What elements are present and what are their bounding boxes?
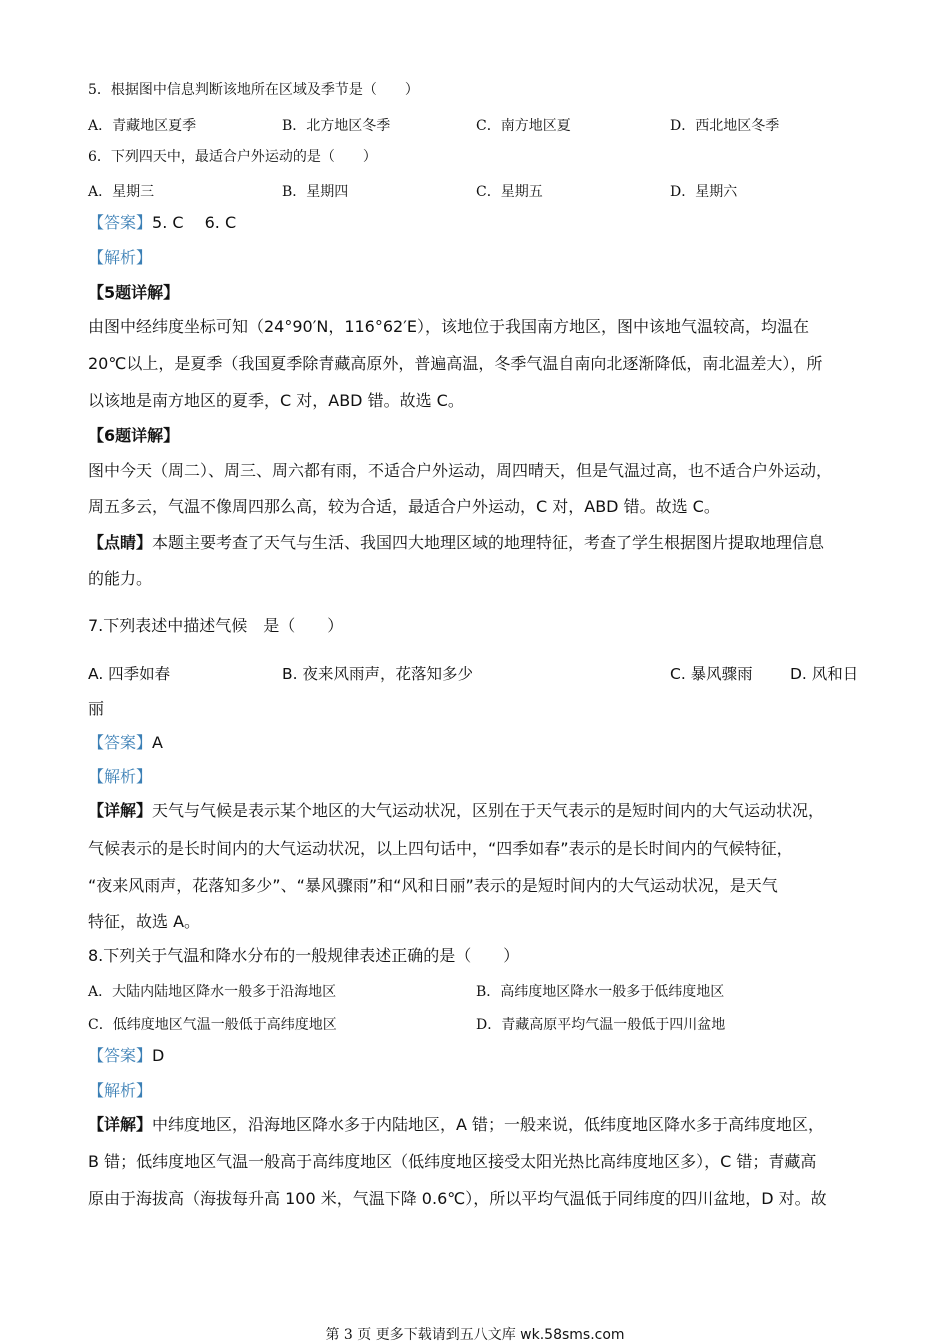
q7-detail-line-1 — [88, 801, 824, 821]
ans56-answer-tag: 【答案】 — [88, 213, 153, 232]
q6-option-b: B．星期四 — [282, 184, 349, 200]
q7-option-c: C. 暴风骤雨 — [670, 665, 753, 683]
q8-detail-text-1: 中纬度地区，沿海地区降水多于内陆地区，A 错；一般来说，低纬度地区降水多于高纬度地区， — [152, 1115, 825, 1134]
page-footer — [0, 1324, 950, 1344]
q8-detail-line-3: 原由于海拔高（海拔每升高 100 米，气温下降 0.6℃），所以平均气温低于同纬度的四川盆地，D 对。故 — [88, 1189, 827, 1208]
q8-detail-line-1 — [88, 1115, 824, 1135]
q7-stem: 7.下列表述中描述气候 是（ ） — [88, 616, 344, 635]
q8-answer-text: D — [152, 1046, 165, 1065]
q7-detail-line-2: 气候表示的是长时间内的大气运动状况，以上四句话中，“四季如春”表示的是长时间内的气候特征， — [88, 839, 793, 858]
q7-analysis-tag: 【解析】 — [88, 767, 153, 786]
ans56-comment-tag: 【点睛】 — [88, 533, 153, 552]
q8-option-a: A．大陆内陆地区降水一般多于沿海地区 — [88, 984, 337, 1000]
q7-answer-tag: 【答案】 — [88, 733, 153, 752]
footer-text: 第 3 页 更多下载请到五八文库 — [325, 1327, 516, 1343]
q7-answer-line — [88, 733, 163, 753]
q7-detail-line-4: 特征，故选 A。 — [88, 912, 201, 931]
q6-option-a: A．星期三 — [88, 184, 155, 200]
q8-option-b: B．高纬度地区降水一般多于低纬度地区 — [476, 984, 725, 1000]
q5-option-a: A．青藏地区夏季 — [88, 118, 197, 134]
q6-option-d: D．星期六 — [670, 184, 738, 200]
q7-option-a: A. 四季如春 — [88, 665, 171, 683]
ans56-comment-line-1 — [88, 533, 824, 553]
q6-option-c: C．星期五 — [476, 184, 543, 200]
ans56-analysis-tag: 【解析】 — [88, 248, 153, 267]
q7-option-b: B. 夜来风雨声，花落知多少 — [282, 665, 473, 683]
q7-answer-text: A — [152, 733, 163, 752]
ans56-d6-line-2: 周五多云，气温不像周四那么高，较为合适，最适合户外运动，C 对，ABD 错。故选 C。 — [88, 497, 720, 516]
q8-detail-tag: 【详解】 — [88, 1115, 153, 1134]
q8-answer-tag: 【答案】 — [88, 1046, 153, 1065]
q8-option-d: D．青藏高原平均气温一般低于四川盆地 — [476, 1017, 726, 1033]
q5-option-b: B．北方地区冬季 — [282, 118, 391, 134]
q6-stem: 6．下列四天中，最适合户外运动的是（ ） — [88, 149, 377, 165]
q7-option-d-cont: 丽 — [88, 699, 105, 718]
ans56-answer-text: 5. C 6. C — [152, 213, 237, 232]
q7-option-d: D. 风和日 — [790, 665, 859, 683]
ans56-d6-title: 【6题详解】 — [88, 426, 180, 445]
ans56-comment-line-2: 的能力。 — [88, 569, 153, 588]
q7-detail-text-1: 天气与气候是表示某个地区的大气运动状况，区别在于天气表示的是短时间内的大气运动状况， — [152, 801, 825, 820]
q8-analysis-tag: 【解析】 — [88, 1081, 153, 1100]
q8-option-c: C．低纬度地区气温一般低于高纬度地区 — [88, 1017, 337, 1033]
q5-stem: 5．根据图中信息判断该地所在区域及季节是（ ） — [88, 82, 419, 98]
ans56-d5-line-3: 以该地是南方地区的夏季，C 对，ABD 错。故选 C。 — [88, 391, 464, 410]
q8-answer-line — [88, 1046, 164, 1066]
ans56-d5-title: 【5题详解】 — [88, 283, 180, 302]
q8-detail-line-2: B 错；低纬度地区气温一般高于高纬度地区（低纬度地区接受太阳光热比高纬度地区多），C 错；青藏高 — [88, 1152, 817, 1171]
q7-detail-tag: 【详解】 — [88, 801, 153, 820]
ans56-d5-line-1: 由图中经纬度坐标可知（24°90′N，116°62′E），该地位于我国南方地区，图中该地气温较高，均温在 — [88, 317, 809, 336]
ans56-d5-line-2: 20℃以上，是夏季（我国夏季除青藏高原外，普遍高温，冬季气温自南向北逐渐降低，南北温差大），所 — [88, 354, 823, 373]
ans56-comment-text-1: 本题主要考查了天气与生活、我国四大地理区域的地理特征，考查了学生根据图片提取地理信息 — [152, 533, 825, 552]
ans56-d6-line-1: 图中今天（周二）、周三、周六都有雨，不适合户外运动，周四晴天，但是气温过高，也不适合户外运动， — [88, 461, 833, 480]
q5-option-c: C．南方地区夏 — [476, 118, 571, 134]
q5-option-d: D．西北地区冬季 — [670, 118, 780, 134]
footer-link[interactable]: wk.58sms.com — [520, 1327, 625, 1343]
q7-detail-line-3: “夜来风雨声，花落知多少”、“暴风骤雨”和“风和日丽”表示的是短时间内的大气运动状况，是天气 — [88, 876, 778, 895]
q8-stem: 8.下列关于气温和降水分布的一般规律表述正确的是（ ） — [88, 946, 520, 965]
ans56-answer-line — [88, 213, 236, 233]
